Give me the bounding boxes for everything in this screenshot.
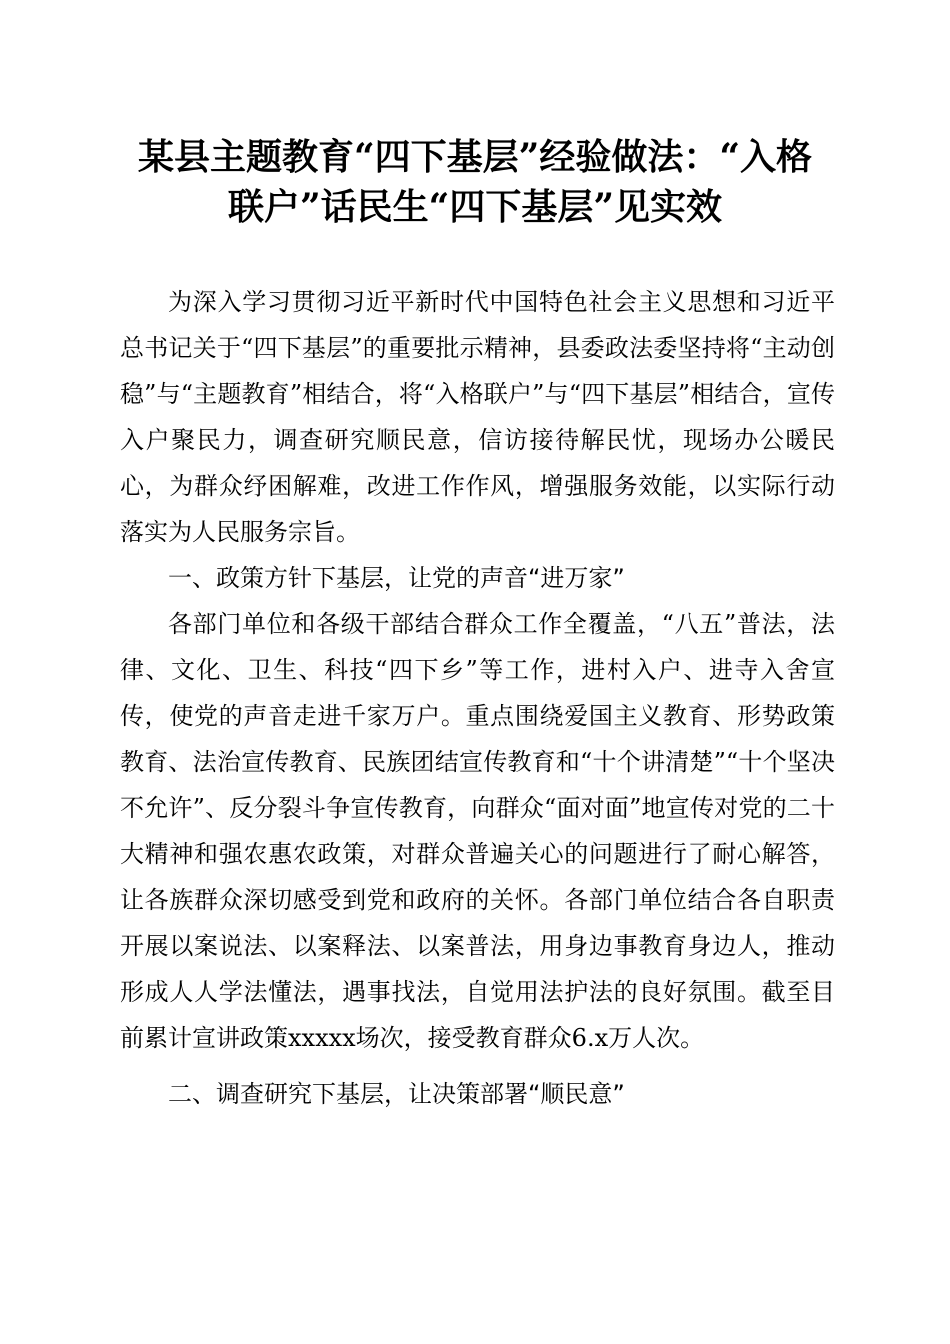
document-body (120, 279, 835, 1117)
title-line-1: 某县主题教育“四下基层”经验做法：“入格 (137, 136, 813, 178)
title-line-2: 联户”话民生“四下基层”见实效 (227, 186, 723, 228)
intro-paragraph: 为深入学习贯彻习近平新时代中国特色社会主义思想和习近平总书记关于“四下基层”的重要批示精神，县委政法委坚持将“主动创稳”与“主题教育”相结合，将“入格联户”与“四下基层”相结合，宣传入户聚民力，调查研究顺民意，信访接待解民忧，现场办公暖民心，为群众纾困解难，改进工作作风，增强服务效能，以实际行动落实为人民服务宗旨。 (120, 288, 835, 546)
section-1-heading: 一、政策方针下基层，让党的声音“进万家” (168, 564, 625, 592)
section-2-heading: 二、调查研究下基层，让决策部署“顺民意” (168, 1080, 625, 1108)
document-title (100, 132, 850, 232)
section-1-paragraph: 各部门单位和各级干部结合群众工作全覆盖，“八五”普法，法律、文化、卫生、科技“四下乡”等工作，进村入户、进寺入舍宣传，使党的声音走进千家万户。重点围绕爱国主义教育、形势政策教育、法治宣传教育、民族团结宣传教育和“十个讲清楚”“十个坚决不允许”、反分裂斗争宣传教育，向群众“面对面”地宣传对党的二十大精神和强农惠农政策，对群众普遍关心的问题进行了耐心解答，让各族群众深切感受到党和政府的关怀。各部门单位结合各自职责开展以案说法、以案释法、以案普法，用身边事教育身边人，推动形成人人学法懂法，遇事找法，自觉用法护法的良好氛围。截至目前累计宣讲政策xxxxx场次，接受教育群众6.x万人次。 (120, 610, 835, 1052)
